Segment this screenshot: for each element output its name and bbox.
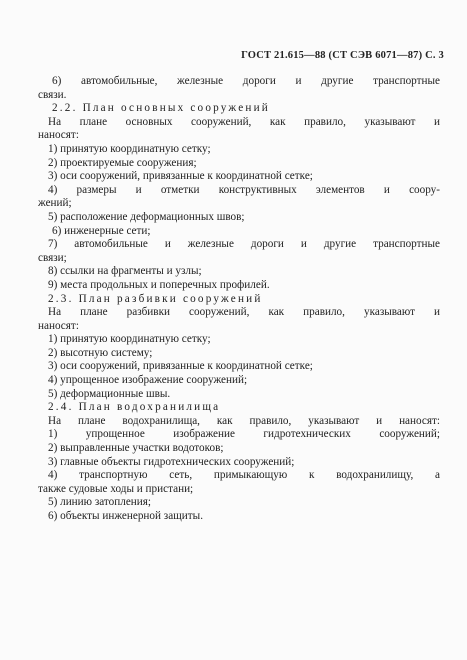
page-header: ГОСТ 21.615—88 (СТ СЭВ 6071—87) С. 3 [241,50,444,61]
list-item: 1) принятую координатную сетку; [48,333,211,346]
list-item: 5) расположение деформационных швов; [48,210,245,223]
document-body [38,75,440,524]
text-line: жений; [38,197,72,210]
list-item: 2) высотную систему; [48,346,153,359]
section-heading: 2.4. План водохранилища [48,401,221,414]
text-line: На плане водохранилища, как правило, указывают и наносят: [48,414,440,427]
list-item: 4) транспортную сеть, примыкающую к водохранилищу, а [48,469,440,482]
section-heading: 2.3. План разбивки сооружений [48,292,263,305]
text-line: 6) автомобильные, железные дороги и другие транспортные [52,75,440,87]
list-item: 1) упрощенное изображение гидротехнических сооружений; [48,428,440,441]
list-item: 4) размеры и отметки конструктивных элементов и соору- [48,183,440,196]
list-item: 9) места продольных и поперечных профилей. [48,278,270,291]
list-item: 6) объекты инженерной защиты. [48,510,203,522]
list-item: 2) проектируемые сооружения; [48,156,197,169]
list-item: 3) главные объекты гидротехнических сооружений; [48,455,295,468]
list-item: 3) оси сооружений, привязанные к координатной сетке; [48,360,313,373]
list-item: 4) упрощенное изображение сооружений; [48,374,248,387]
list-item: 1) принятую координатную сетку; [48,142,211,155]
text-line: также судовые ходы и пристани; [38,482,194,495]
list-item: 3) оси сооружений, привязанные к координатной сетке; [48,170,313,183]
section-heading: 2.2. План основных сооружений [52,102,270,115]
list-item: 7) автомобильные и железные дороги и другие транспортные [48,238,440,251]
text-line: На плане разбивки сооружений, как правило, указывают и [48,306,440,319]
text-line: На плане основных сооружений, как правило, указывают и [48,115,440,128]
list-item: 2) выправленные участки водотоков; [48,442,224,455]
text-line: наносят: [38,319,79,332]
list-item: 5) линию затопления; [48,496,152,509]
list-item: 6) инженерные сети; [52,224,151,237]
list-item: 5) деформационные швы. [48,387,171,400]
text-line: связи; [38,251,67,264]
list-item: 8) ссылки на фрагменты и узлы; [48,265,202,278]
text-line: связи. [38,88,67,101]
text-line: наносят: [38,129,79,142]
